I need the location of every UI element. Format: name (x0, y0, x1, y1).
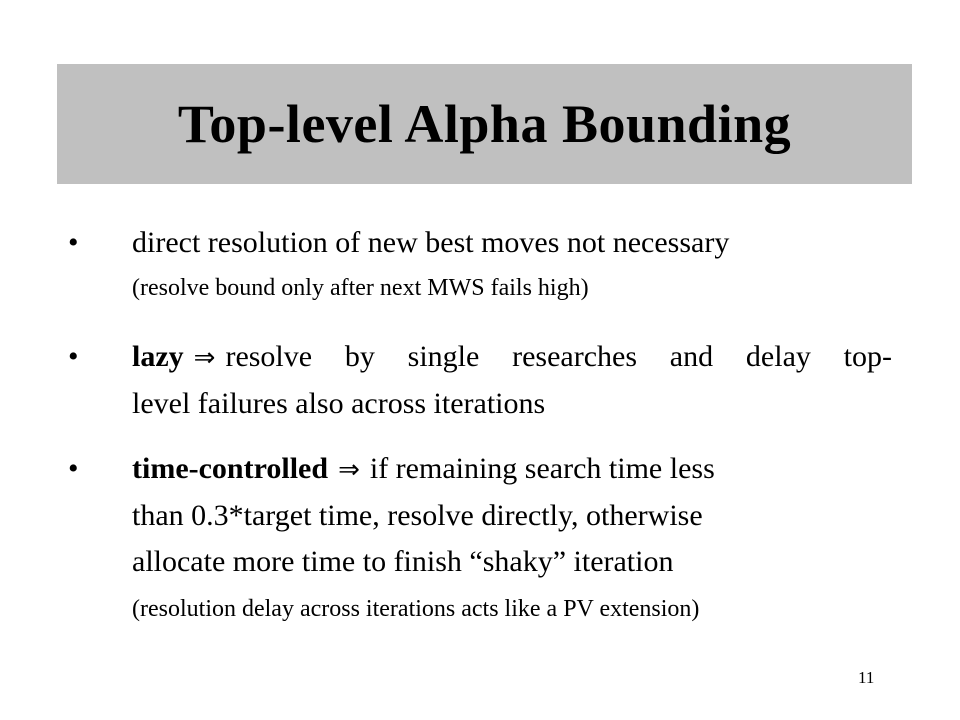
bullet-text (132, 334, 892, 427)
implies-arrow-icon: ⇒ (193, 343, 216, 373)
bullet-dot: • (68, 340, 79, 373)
bullet-note: (resolve bound only after next MWS fails high) (132, 275, 589, 301)
bullet-text (132, 446, 892, 627)
slide-title: Top-level Alpha Bounding (177, 94, 792, 154)
bullet-main-text: direct resolution of new best moves not necessary (132, 226, 730, 259)
bullet-dot: • (68, 226, 79, 259)
bullet-line-text: than 0.3*target time, resolve directly, otherwise (132, 499, 703, 532)
implies-arrow-icon: ⇒ (338, 455, 360, 485)
bullet-note: (resolution delay across iterations acts like a PV extension) (132, 596, 700, 622)
bullet-line (132, 334, 892, 381)
page-number: 11 (858, 668, 875, 687)
bullet-keyword: lazy (132, 340, 184, 373)
bullet-line-text: resolve by single researches and delay top- (225, 340, 892, 373)
bullet-line-text: if remaining search time less (369, 452, 715, 485)
bullet-line-text: allocate more time to finish “shaky” iteration (132, 545, 674, 578)
bullet-line (132, 446, 892, 493)
bullet-keyword: time-controlled (132, 452, 329, 485)
title-band (57, 64, 912, 184)
bullet-text (132, 220, 892, 306)
bullet-line-text: level failures also across iterations (132, 387, 546, 420)
bullet-dot: • (68, 452, 79, 485)
